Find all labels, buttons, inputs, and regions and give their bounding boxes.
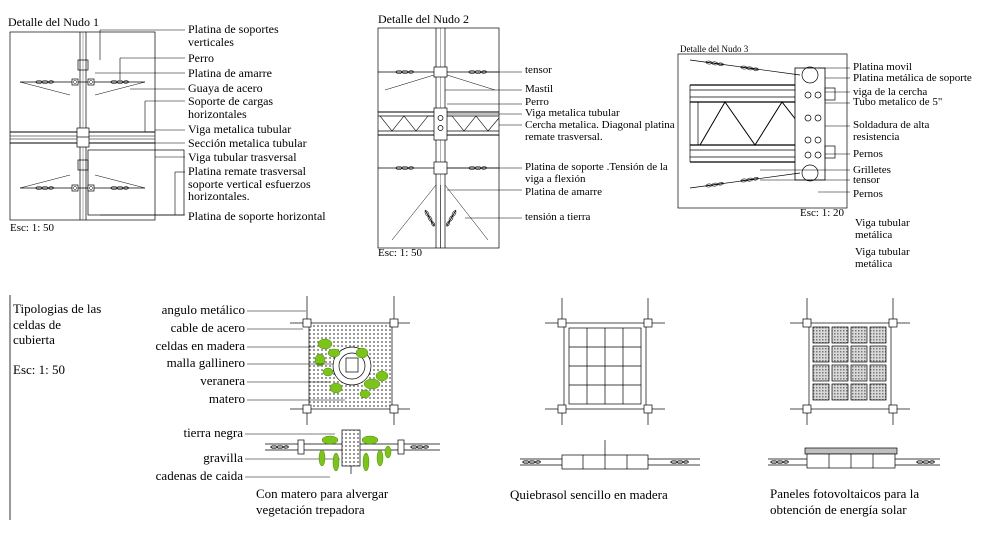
cell-wood-drawing bbox=[545, 298, 665, 425]
cell-pv-section bbox=[768, 448, 940, 468]
node1-scale: Esc: 1: 50 bbox=[10, 222, 54, 234]
node2-title: Detalle del Nudo 2 bbox=[378, 12, 469, 26]
node3-scale: Esc: 1: 20 bbox=[800, 207, 844, 219]
node1-label-2: Perro bbox=[188, 51, 214, 65]
node3-label-4: Tubo metalico de 5" bbox=[853, 96, 943, 108]
node1-drawing bbox=[10, 30, 185, 220]
node1-label-6: Viga metalica tubular bbox=[188, 122, 292, 136]
node2-scale: Esc: 1: 50 bbox=[378, 247, 422, 259]
node2-label-8: tensión a tierra bbox=[525, 211, 591, 223]
cell-planter-drawing bbox=[290, 296, 410, 425]
node3-label-5: Soldadura de alta resistencia bbox=[853, 119, 930, 143]
cell-planter-section bbox=[265, 430, 440, 474]
node3-label-8: tensor bbox=[853, 174, 880, 186]
section-label-gravel: gravilla bbox=[203, 450, 243, 465]
node1-label-7: Sección metalica tubular bbox=[188, 136, 307, 150]
caption-planter: Con matero para alvergar vegetación trepadora bbox=[256, 486, 389, 518]
cell-label-wood-cells: celdas en madera bbox=[155, 338, 245, 353]
cell-label-cable: cable de acero bbox=[170, 320, 245, 335]
node1-inner-frame bbox=[88, 150, 184, 215]
cell-label-mesh: malla gallinero bbox=[166, 355, 245, 370]
typologies-title: Tipologias de las celdas de cubierta bbox=[13, 301, 102, 348]
cell-pv-drawing bbox=[790, 298, 910, 425]
caption-wood: Quiebrasol sencillo en madera bbox=[510, 487, 668, 502]
cell-label-angle: angulo metálico bbox=[161, 302, 245, 317]
node1-title: Detalle del Nudo 1 bbox=[8, 15, 99, 29]
node2-drawing bbox=[378, 28, 522, 248]
node3-label-10: Viga tubular metálica bbox=[855, 217, 910, 241]
node1-label-1: Platina de soportes verticales bbox=[188, 22, 279, 49]
node1-label-5: Soporte de cargas horizontales bbox=[188, 94, 274, 121]
cell-label-planter: matero bbox=[208, 391, 245, 406]
caption-pv: Paneles fotovoltaicos para la obtención de energía solar bbox=[770, 486, 920, 518]
node3-drawing bbox=[678, 54, 850, 208]
node3-label-11: Viga tubular metálica bbox=[855, 246, 910, 270]
node2-label-1: tensor bbox=[525, 64, 552, 76]
node1-label-8: Viga tubular trasversal bbox=[188, 150, 297, 164]
section-label-soil: tierra negra bbox=[183, 425, 243, 440]
node2-label-6: Platina de soporte .Tensión de la viga a flexión bbox=[525, 161, 668, 185]
section-label-chains: cadenas de caida bbox=[155, 468, 243, 483]
node3-label-1: Platina movil bbox=[853, 61, 912, 73]
node2-label-4: Viga metalica tubular bbox=[525, 107, 620, 119]
node3-label-2: Platina metálica de soporte bbox=[853, 72, 972, 84]
node1-label-9: Platina remate trasversal soporte vertical esfuerzos horizontales. bbox=[188, 164, 311, 204]
node3-label-3: viga de la cercha bbox=[853, 86, 928, 98]
node1-label-4: Guaya de acero bbox=[188, 81, 263, 95]
node3-label-7: Grilletes bbox=[853, 164, 891, 176]
node2-label-3: Perro bbox=[525, 96, 549, 108]
node2-label-7: Platina de amarre bbox=[525, 186, 602, 198]
node3-label-6: Pernos bbox=[853, 148, 883, 160]
node1-label-10: Platina de soporte horizontal bbox=[188, 209, 326, 223]
node2-label-2: Mastil bbox=[525, 83, 554, 95]
cell-label-bougainvillea: veranera bbox=[200, 373, 245, 388]
node2-label-5: Cercha metalica. Diagonal platina remate trasversal. bbox=[525, 119, 675, 143]
node3-label-9: Pernos bbox=[853, 188, 883, 200]
node1-label-3: Platina de amarre bbox=[188, 66, 272, 80]
typologies-scale: Esc: 1: 50 bbox=[13, 362, 65, 377]
cell-wood-section bbox=[520, 440, 700, 469]
node3-title: Detalle del Nudo 3 bbox=[680, 44, 749, 54]
